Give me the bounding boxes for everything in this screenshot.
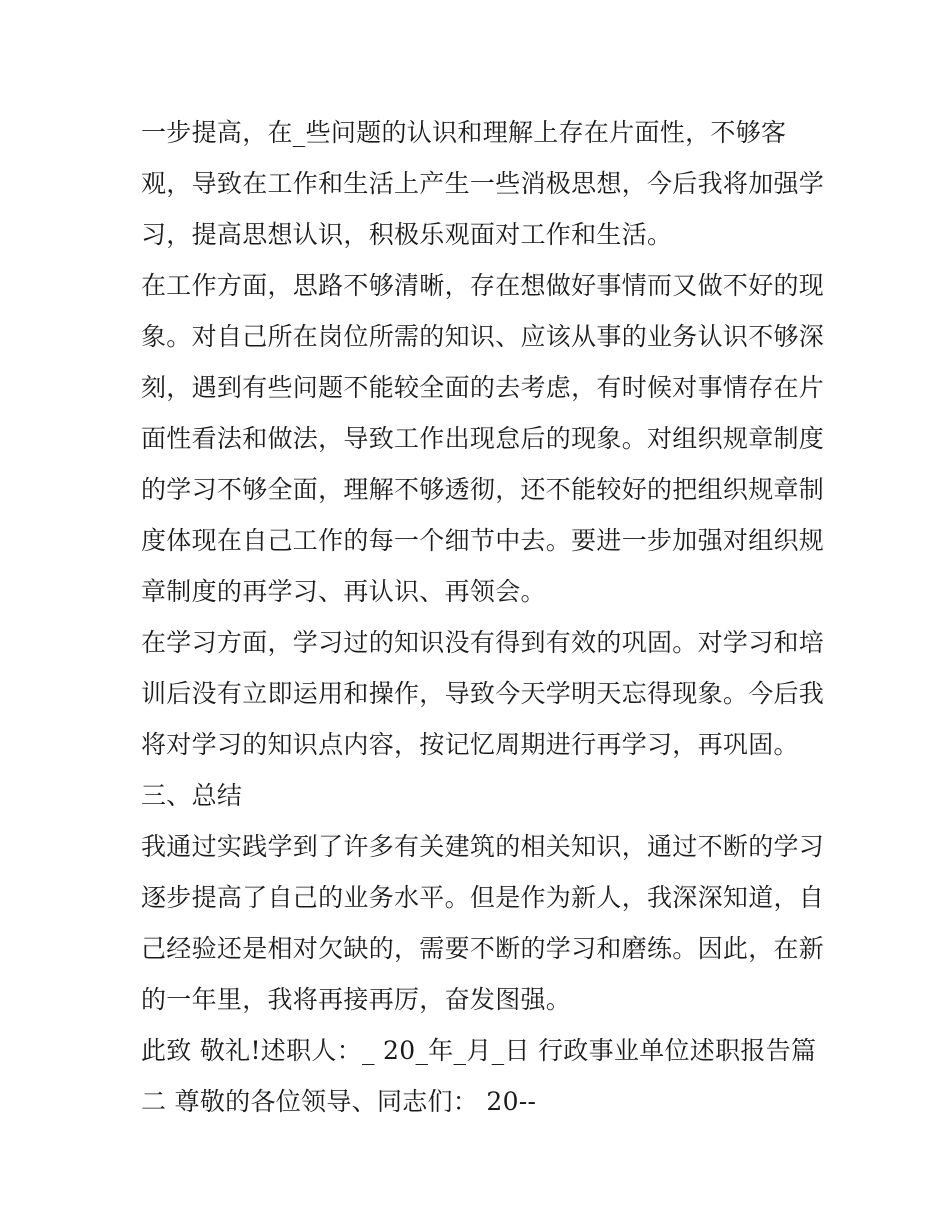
text-line: 在工作方面，思路不够清晰，存在想做好事情而又做不好的现 [141,271,825,300]
text-line: 刻，遇到有些问题不能较全面的去考虑，有时候对事情存在片 [141,373,825,402]
text-line: 观，导致在工作和生活上产生一些消极思想，今后我将加强学 [141,169,825,198]
text-line: 我通过实践学到了许多有关建筑的相关知识，通过不断的学习 [141,832,825,861]
section-heading: 三、总结 [141,781,243,810]
document-body [141,107,825,1127]
text-line: 的学习不够全面，理解不够透彻，还不能较好的把组织规章制 [141,475,825,504]
text-line: 将对学习的知识点内容，按记忆周期进行再学习，再巩固。 [141,730,799,759]
text-line: 象。对自己所在岗位所需的知识、应该从事的业务认识不够深 [141,322,825,351]
text-line: 章制度的再学习、再认识、再领会。 [141,577,546,606]
text-line: 训后没有立即运用和操作，导致今天学明天忘得现象。今后我 [141,679,825,708]
text-line: 一步提高，在_些问题的认识和理解上存在片面性，不够客 [141,118,787,147]
text-line: 的一年里，我将再接再厉，奋发图强。 [141,985,572,1014]
text-line: 习，提高思想认识，积极乐观面对工作和生活。 [141,220,673,249]
text-line: 度体现在自己工作的每一个细节中去。要进一步加强对组织规 [141,526,825,555]
text-line: 面性看法和做法，导致工作出现怠后的现象。对组织规章制度 [141,424,825,453]
text-line: 逐步提高了自己的业务水平。但是作为新人，我深深知道，自 [141,883,825,912]
text-line: 在学习方面，学习过的知识没有得到有效的巩固。对学习和培 [141,628,825,657]
text-line: 二 尊敬的各位领导、同志们： 20-- [141,1087,537,1116]
text-line: 己经验还是相对欠缺的，需要不断的学习和磨练。因此，在新 [141,934,825,963]
text-line: 此致 敬礼!述职人：_ 20_年_月_日 行政事业单位述职报告篇 [141,1036,817,1065]
